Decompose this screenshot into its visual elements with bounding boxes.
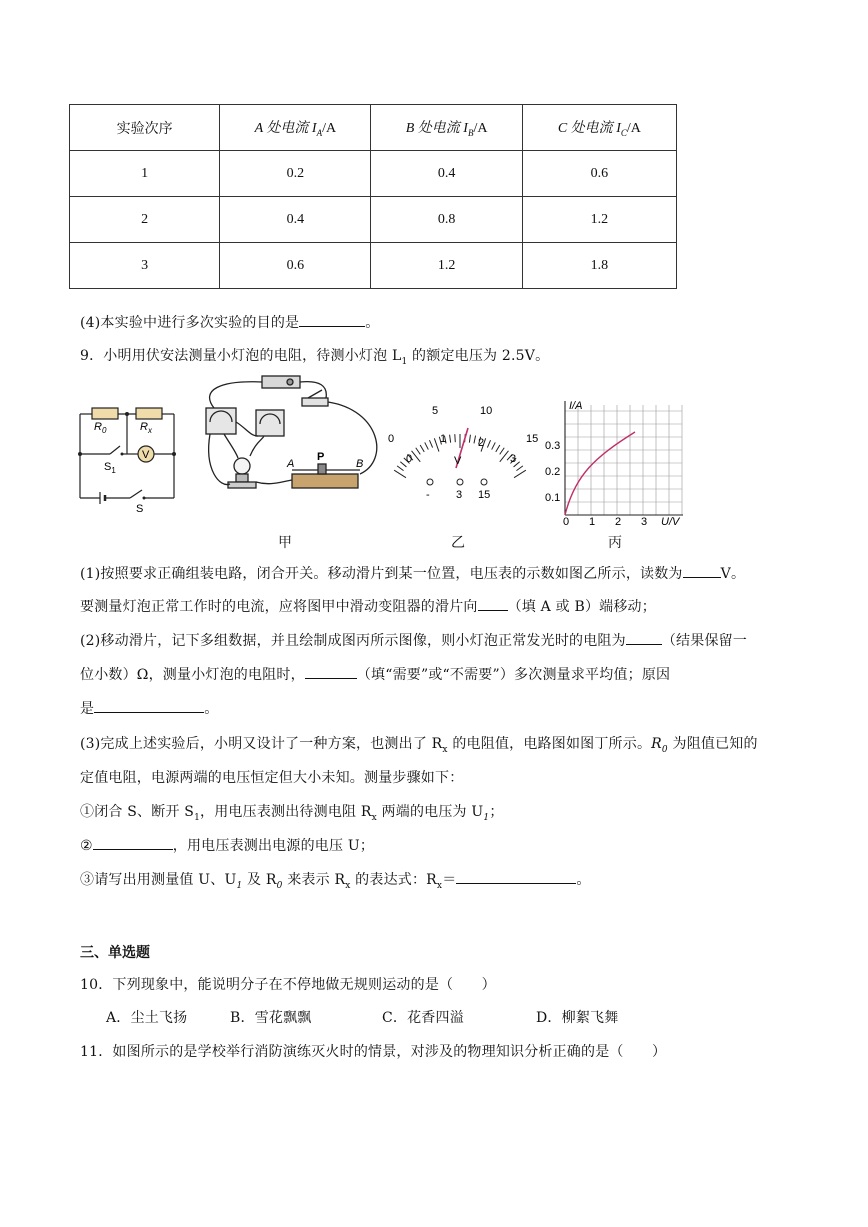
q9-part3-line2: 定值电阻，电源两端的电压恒定但大小未知。测量步骤如下： — [80, 770, 464, 786]
terminal-b-label: B — [356, 458, 364, 470]
q9-stem: 9．小明用伏安法测量小灯泡的电阻，待测小灯泡 $L_1$ 的额定电压为 2.5V。 — [80, 348, 550, 367]
section-heading: 三、单选题 — [80, 945, 150, 961]
table-cell: 1.2 — [371, 243, 522, 289]
dial-tick — [516, 466, 522, 471]
graph-xtick: 3 — [641, 516, 648, 528]
graph-ytick: 0.3 — [545, 440, 561, 452]
graph-ylabel: I/A — [569, 400, 583, 412]
answer-blank[interactable] — [478, 596, 508, 611]
terminal-label: - — [426, 489, 430, 501]
graph-xtick: 1 — [589, 516, 596, 528]
dial-tick — [416, 448, 421, 455]
answer-blank[interactable] — [299, 312, 365, 327]
answer-blank[interactable] — [683, 563, 721, 578]
dial-label: 2 — [478, 437, 485, 449]
rx-label: $R_x$ — [140, 421, 152, 435]
q9-part2-line2: 位小数）Ω，测量小灯泡的电阻时， （填“需要”或“不需要”）多次测量求平均值；原因 — [80, 664, 670, 684]
dial-label: 5 — [432, 405, 439, 417]
current-data-table — [69, 104, 677, 289]
table-header-cell: B 处电流 $I_B/A$ — [371, 105, 522, 151]
dial-unit-label: V — [454, 455, 462, 467]
dial-tick — [469, 435, 470, 443]
q9-step1: ①闭合 S、断开 $S_1$，用电压表测出待测电阻 $R_x$ 两端的电压为 $U_1$； — [80, 804, 504, 823]
q9-part3-line1: (3)完成上述实验后，小明又设计了一种方案，也测出了 $R_x$ 的电阻值，电路图如图丁所示。$R_0$ 为阻值已知的 — [80, 736, 758, 755]
dial-label: 10 — [480, 405, 493, 417]
apparatus-figure — [200, 370, 390, 505]
dial-tick — [514, 470, 526, 478]
graph-xtick: 0 — [563, 516, 570, 528]
q9-step2: ② ，用电压表测出电源的电压 U； — [80, 835, 374, 855]
graph-ytick: 0.2 — [545, 466, 561, 478]
table-cell: 0.2 — [220, 151, 371, 197]
s-label: S — [136, 503, 144, 512]
table-row — [70, 197, 677, 243]
q9-part1-line1: (1)按照要求正确组装电路，闭合开关。移动滑片到某一位置，电压表的示数如图乙所示，读数为 V。 — [80, 563, 745, 583]
dial-label: 3 — [510, 453, 517, 465]
q10-stem: 10．下列现象中，能说明分子在不停地做无规则运动的是（ ） — [80, 977, 496, 993]
table-header-row — [70, 105, 677, 151]
answer-blank[interactable] — [305, 664, 357, 679]
table-row — [70, 151, 677, 197]
dial-tick — [450, 435, 451, 443]
caption-yi: 乙 — [451, 535, 466, 551]
table-cell: 0.6 — [220, 243, 371, 289]
iu-graph — [545, 395, 695, 530]
dial-tick — [429, 440, 432, 447]
dial-tick — [500, 448, 505, 455]
slider-p-label: P — [317, 451, 325, 463]
q10-option-c[interactable]: C．花香四溢 — [382, 1010, 464, 1026]
q10-option-d[interactable]: D．柳絮飞舞 — [536, 1010, 619, 1026]
caption-bing: 丙 — [608, 535, 623, 551]
voltmeter-dial-figure — [384, 402, 544, 512]
voltmeter-label: V — [142, 449, 150, 461]
table-cell: 2 — [70, 197, 220, 243]
dial-tick — [487, 440, 490, 447]
table-cell: 1 — [70, 151, 220, 197]
terminal-label: 15 — [478, 489, 491, 501]
table-cell: 1.8 — [522, 243, 676, 289]
terminal-label: 3 — [456, 489, 463, 501]
graph-ytick: 0.1 — [545, 492, 561, 504]
q9-part2-line1: (2)移动滑片，记下多组数据，并且绘制成图丙所示图像，则小灯泡正常发光时的电阻为 （结果保留一 — [80, 630, 747, 650]
q10-option-b[interactable]: B．雪花飘飘 — [230, 1010, 312, 1026]
q9-step3: ③请写出用测量值 U、$U_1$ 及 $R_0$ 来表示 $R_x$ 的表达式：$R_x=$ 。 — [80, 869, 591, 891]
s1-label: $S_1$ — [104, 461, 116, 475]
q10-option-a[interactable]: A．尘土飞扬 — [106, 1010, 188, 1026]
q11-stem: 11．如图所示的是学校举行消防演练灭火时的情景，对涉及的物理知识分析正确的是（ ） — [80, 1044, 667, 1060]
terminal-a-label: A — [287, 458, 295, 470]
graph-xtick: 2 — [615, 516, 622, 528]
table-header-cell: C 处电流 $I_C/A$ — [522, 105, 676, 151]
dial-tick — [394, 470, 406, 478]
answer-blank[interactable] — [456, 869, 576, 884]
table-cell: 0.6 — [522, 151, 676, 197]
table-cell: 0.8 — [371, 197, 522, 243]
caption-jia: 甲 — [278, 535, 293, 551]
circuit-diagram — [74, 402, 184, 512]
table-row — [70, 243, 677, 289]
table-cell: 0.4 — [371, 151, 522, 197]
table-header-cell: 实验次序 — [70, 105, 220, 151]
iu-curve — [565, 432, 635, 515]
table-cell: 0.4 — [220, 197, 371, 243]
dial-label: 0 — [388, 433, 395, 445]
dial-tick — [455, 434, 456, 442]
dial-label: 0 — [406, 453, 413, 465]
graph-xlabel: U/V — [661, 516, 680, 528]
table-header-cell: A 处电流 $I_A/A$ — [220, 105, 371, 151]
dial-tick — [420, 445, 424, 452]
dial-tick — [425, 442, 429, 449]
dial-tick — [492, 442, 496, 449]
table-cell: 1.2 — [522, 197, 676, 243]
answer-blank[interactable] — [94, 698, 204, 713]
q8-part4: (4)本实验中进行多次实验的目的是 。 — [80, 312, 379, 332]
q9-part2-line3: 是 。 — [80, 698, 218, 718]
dial-tick — [496, 445, 500, 452]
table-cell: 3 — [70, 243, 220, 289]
r0-label: $R_0$ — [94, 421, 107, 435]
dial-tick — [434, 438, 439, 451]
dial-label: 15 — [526, 433, 539, 445]
answer-blank[interactable] — [93, 835, 173, 850]
dial-tick — [397, 466, 403, 471]
answer-blank[interactable] — [626, 630, 662, 645]
q9-part1-line2: 要测量灯泡正常工作时的电流，应将图甲中滑动变阻器的滑片向 （填 A 或 B）端移动； — [80, 596, 656, 616]
dial-tick — [474, 436, 476, 444]
dial-label: 1 — [440, 433, 447, 445]
